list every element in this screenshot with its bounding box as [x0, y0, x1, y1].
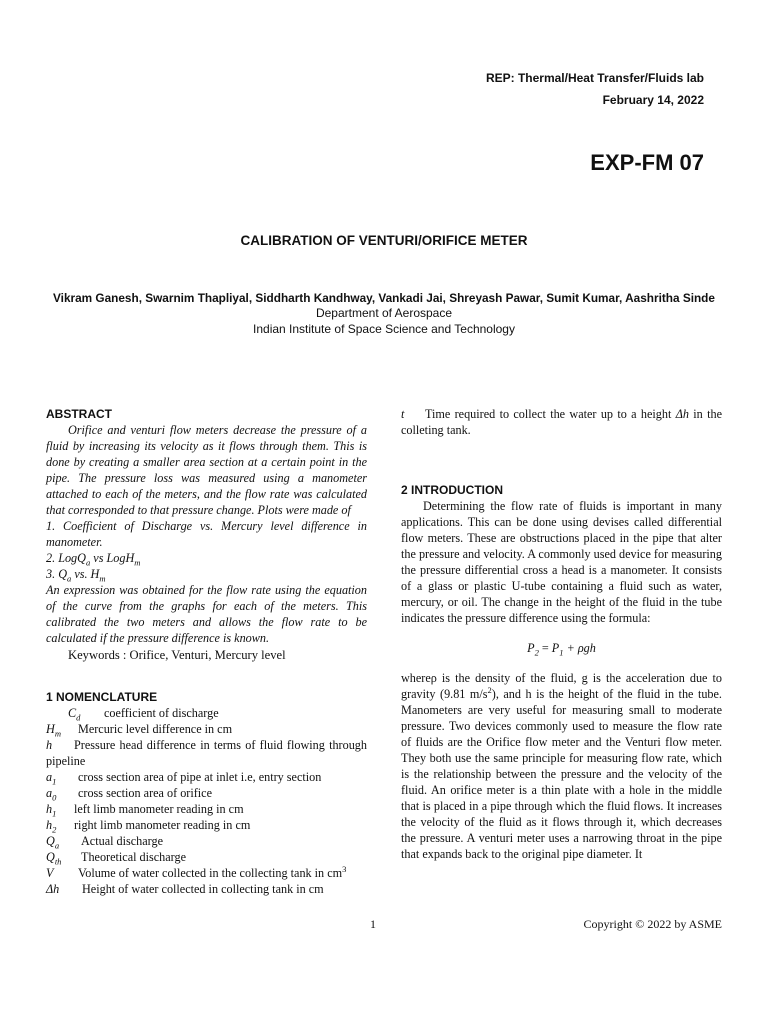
nomenclature-heading: 1 NOMENCLATURE	[46, 690, 158, 704]
nomenclature-item: $Q_a$ Actual discharge	[46, 834, 164, 851]
institute: Indian Institute of Space Science and Technology	[253, 322, 515, 336]
right-column	[401, 406, 722, 862]
nomenclature-item: $C_d$ coefficient of discharge	[68, 706, 219, 723]
nomenclature-item: V Volume of water collected in the collecting tank in $cm^3$	[46, 863, 347, 880]
abstract-body	[46, 422, 367, 646]
pressure-equation: $P_2 = P_1 + \rho gh$	[527, 641, 596, 658]
abstract-closing: An expression was obtained for the flow rate using the equation of the curve from the graphs for each of the meters. This calibrated the two meters and allows the flow rate to be calculated if the pressure difference is known.	[46, 583, 367, 645]
nomenclature-item: Δh Height of water collected in collecting tank in cm	[46, 882, 324, 896]
nomenclature-item: h Pressure head difference in terms of fluid flowing through pipeline	[46, 738, 367, 768]
nomenclature-item: t Time required to collect the water up to a height Δh in the colleting tank.	[401, 407, 722, 437]
nomenclature-item: $H_m$ Mercuric level difference in cm	[46, 722, 233, 739]
introduction-body	[401, 498, 722, 626]
abstract-heading: ABSTRACT	[46, 407, 112, 421]
left-column	[46, 406, 367, 897]
nomenclature-item: $a_1$ cross section area of pipe at inlet i.e, entry section	[46, 770, 322, 787]
introduction-paragraph: Determining the flow rate of fluids is important in many applications. This can be done using devises called differential flow meters. These are obstructions placed in the pipe that alter the pressure and velocity. A commonly used device for measuring the pressure differential cross a head is a manometer. It consists of a glass or plastic U-tube containing a fluid such as water, mercury, or oil. The change in the height of the fluid in the tube indicates the pressure difference using the formula:	[401, 499, 722, 625]
introduction-paragraph-2: whereρ is the density of the fluid, g is the acceleration due to gravity (9.81 $m/s^2$), and h is the height of the fluid in the tube. Manometers are very useful for measuring small to moderate pressure. Two devices commonly used to measure the flow rate of fluids are the Orifice flow meter and the Venturi flow meter. They both use the same principle for measuring flow rate, which is the relationship between the pressure and the velocity of the fluid. An orifice meter is a thin plate with a hole in the middle that is placed in a pipe through which the fluid flows. It increases the velocity of the fluid as it flows through it, which decreases the pressure. A venturi meter uses a narrowing throat in the pipe that expands back to the original pipe diameter. It	[401, 671, 722, 861]
nomenclature-item: $h_1$ left limb manometer reading in cm	[46, 802, 244, 819]
report-series: REP: Thermal/Heat Transfer/Fluids lab	[485, 71, 704, 85]
experiment-number: EXP-FM 07	[590, 150, 704, 175]
abstract-text: Orifice and venturi flow meters decrease the pressure of a fluid by increasing its velocity as it flows through them. This is done by creating a smaller area section at a certain point in the pipe. The pressure loss was measured using a manometer attached to each of the meters, and the flow rate was calculated that corresponded to that pressure change. Plots were made of	[46, 423, 367, 517]
introduction-heading: 2 INTRODUCTION	[401, 483, 503, 497]
abstract-plot-2: 2. LogQ$_a$ vs LogH$_m$	[46, 551, 141, 568]
nomenclature-item: $h_2$ right limb manometer reading in cm	[46, 818, 251, 835]
report-date: February 14, 2022	[602, 93, 704, 107]
paper-title: CALIBRATION OF VENTURI/ORIFICE METER	[240, 233, 528, 248]
abstract-plot-1: 1. Coefficient of Discharge vs. Mercury level difference in manometer.	[46, 519, 367, 549]
keywords: Keywords : Orifice, Venturi, Mercury level	[68, 648, 286, 662]
nomenclature-item: $a_0$ cross section area of orifice	[46, 786, 212, 803]
abstract-plot-3: 3. $Q_a$ vs. $H_m$	[46, 567, 106, 584]
department: Department of Aerospace	[315, 306, 453, 320]
copyright-notice: Copyright © 2022 by ASME	[583, 917, 722, 931]
nomenclature-item: $Q_{th}$ Theoretical discharge	[46, 850, 187, 867]
author-list: Vikram Ganesh, Swarnim Thapliyal, Siddharth Kandhway, Vankadi Jai, Shreyash Pawar, Sumit Kumar, Aashritha Sinde	[53, 291, 715, 305]
nomenclature-list	[46, 705, 367, 897]
page-number: 1	[370, 917, 376, 931]
